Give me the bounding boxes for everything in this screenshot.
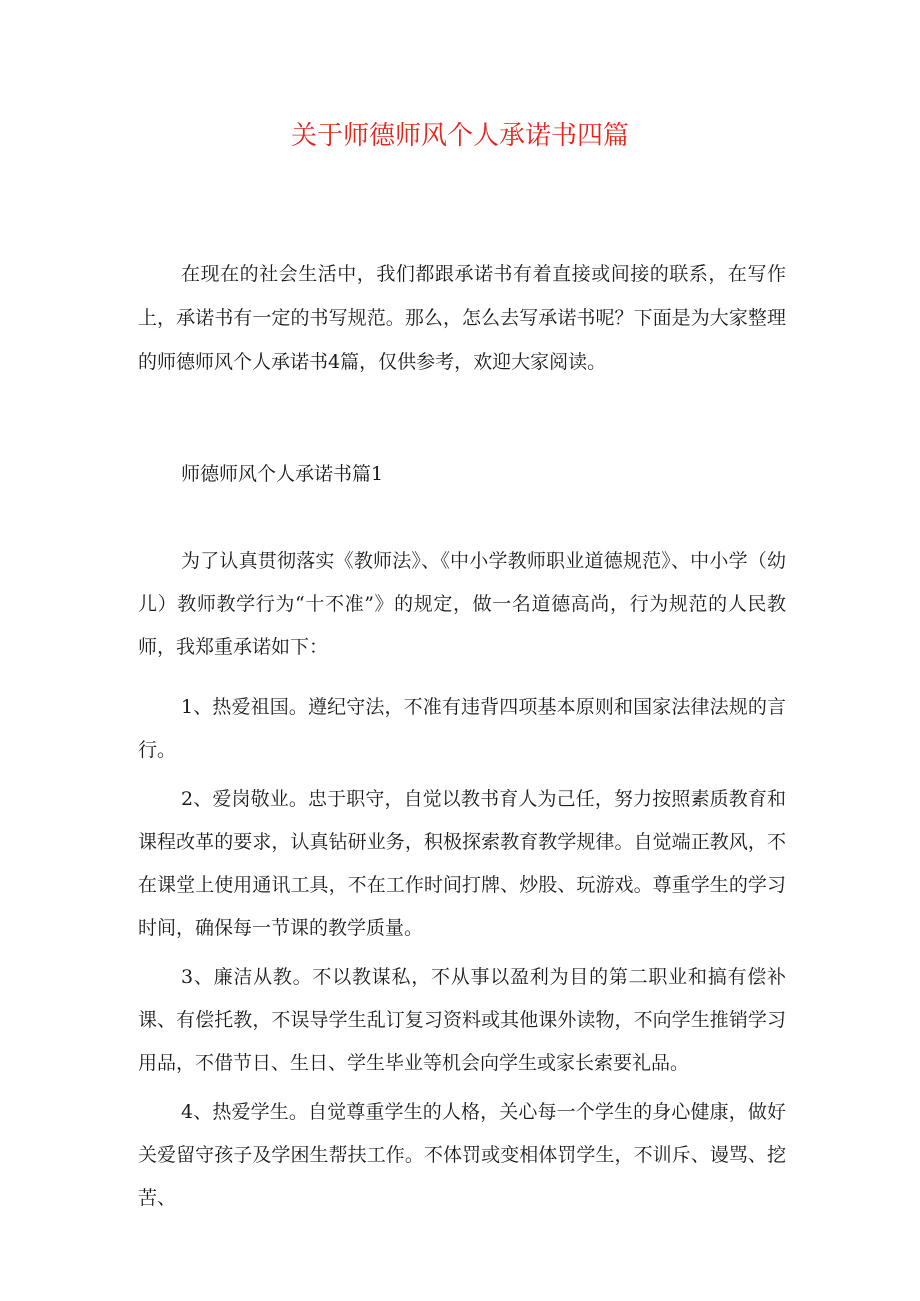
pledge-item: 2、爱岗敬业。忠于职守，自觉以教书育人为己任，努力按照素质教育和课程改革的要求，认真钻研业务，积极探索教育教学规律。自觉端正教风，不在课堂上使用通讯工具，不在工作时间打牌、炒股、玩游戏。尊重学生的学习时间，确保每一节课的教学质量。 [138, 788, 786, 939]
document-title: 关于师德师风个人承诺书四篇 [290, 121, 629, 151]
pledge-item: 4、热爱学生。自觉尊重学生的人格，关心每一个学生的身心健康，做好关爱留守孩子及学困生帮扶工作。不体罚或变相体罚学生，不训斥、谩骂、挖苦、 [138, 1101, 786, 1209]
pledge-item: 1、热爱祖国。遵纪守法，不准有违背四项基本原则和国家法律法规的言行。 [138, 696, 786, 761]
pledge-list [138, 686, 786, 1226]
pledge-item: 3、廉洁从教。不以教谋私，不从事以盈利为目的第二职业和搞有偿补课、有偿托教，不误导学生乱订复习资料或其他课外读物，不向学生推销学习用品，不借节日、生日、学生毕业等机会向学生或家长索要礼品。 [138, 966, 786, 1074]
section-heading: 师德师风个人承诺书篇1 [181, 463, 384, 485]
pledge-intro-paragraph: 为了认真贯彻落实《教师法》、《中小学教师职业道德规范》、中小学（幼儿）教师教学行为“十不准”》的规定，做一名道德高尚，行为规范的人民教师，我郑重承诺如下： [138, 550, 786, 658]
intro-paragraph: 在现在的社会生活中，我们都跟承诺书有着直接或间接的联系，在写作上，承诺书有一定的书写规范。那么，怎么去写承诺书呢？下面是为大家整理的师德师风个人承诺书4篇，仅供参考，欢迎大家阅读。 [138, 263, 786, 373]
